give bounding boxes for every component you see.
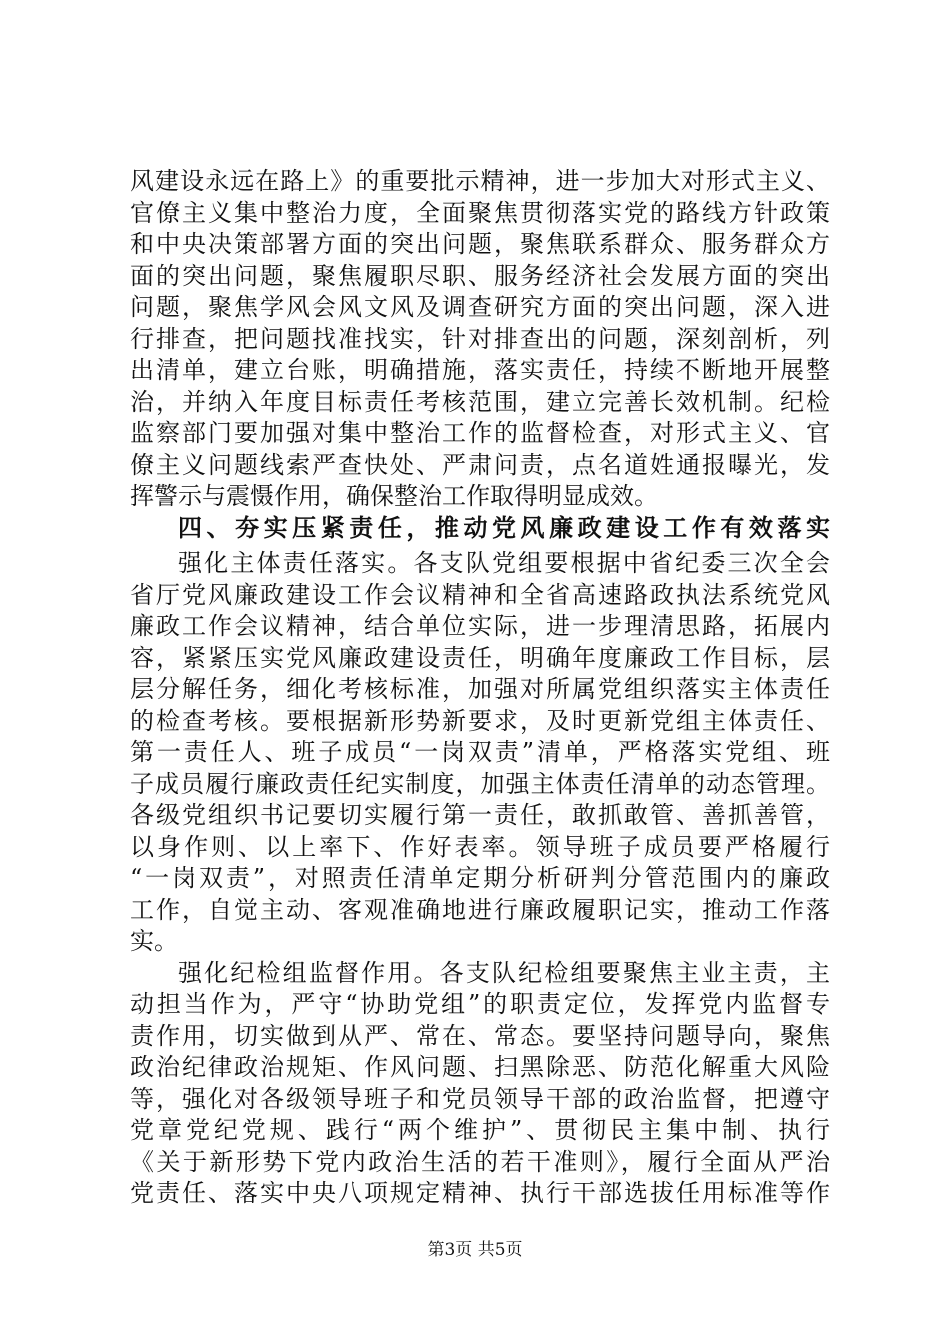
paragraph-line: 和中央决策部署方面的突出问题，聚焦联系群众、服务群众方 (130, 230, 830, 258)
paragraph-line: 监察部门要加强对集中整治工作的监督检查，对形式主义、官 (130, 419, 830, 447)
paragraph-line: 问题，聚焦学风会风文风及调查研究方面的突出问题，深入进 (130, 293, 830, 321)
paragraph-line: 实。 (130, 927, 178, 955)
paragraph-line: 各级党组织书记要切实履行第一责任，敢抓敢管、善抓善管， (130, 801, 830, 829)
paragraph-line: 工作，自觉主动、客观准确地进行廉政履职记实，推动工作落 (130, 895, 830, 924)
paragraph-line: 治，并纳入年度目标责任考核范围，建立完善长效机制。纪检 (130, 387, 830, 416)
paragraph-line: 政治纪律政治规矩、作风问题、扫黑除恶、防范化解重大风险 (130, 1053, 830, 1081)
paragraph-line: 强化纪检组监督作用。各支队纪检组要聚焦主业主责，主 (178, 958, 830, 987)
paragraph-line: 省厅党风廉政建设工作会议精神和全省高速路政执法系统党风 (130, 580, 830, 609)
paragraph-line: 动担当作为，严守“协助党组”的职责定位，发挥党内监督专 (130, 990, 830, 1018)
page-number-footer: 第3页 共5页 (427, 1239, 523, 1260)
paragraph-line: 强化主体责任落实。各支队党组要根据中省纪委三次全会 (178, 549, 830, 577)
paragraph-line: 党章党纪党规、践行“两个维护”、贯彻民主集中制、执行 (130, 1116, 830, 1144)
section-heading: 四、夯实压紧责任，推动党风廉政建设工作有效落实 (178, 513, 830, 542)
paragraph-line: 以身作则、以上率下、作好表率。领导班子成员要严格履行 (130, 832, 830, 861)
paragraph-line: 行排查，把问题找准找实，针对排查出的问题，深刻剖析，列 (130, 324, 830, 353)
paragraph-line: 僚主义问题线索严查快处、严肃问责，点名道姓通报曝光，发 (130, 450, 830, 479)
paragraph-line: 容，紧紧压实党风廉政建设责任，明确年度廉政工作目标，层 (130, 643, 830, 672)
paragraph-line: 挥警示与震慑作用，确保整治工作取得明显成效。 (130, 482, 658, 510)
paragraph-line: 官僚主义集中整治力度，全面聚焦贯彻落实党的路线方针政策 (130, 198, 830, 227)
paragraph-line: 廉政工作会议精神，结合单位实际，进一步理清思路，拓展内 (130, 612, 830, 640)
paragraph-line: 《关于新形势下党内政治生活的若干准则》，履行全面从严治 (130, 1147, 830, 1176)
paragraph-line: 层分解任务，细化考核标准，加强对所属党组织落实主体责任 (130, 675, 830, 703)
paragraph-line: 出清单，建立台账，明确措施，落实责任，持续不断地开展整 (130, 356, 830, 384)
paragraph-line: 子成员履行廉政责任纪实制度，加强主体责任清单的动态管理。 (130, 769, 830, 798)
paragraph-line: “一岗双责”，对照责任清单定期分析研判分管范围内的廉政 (130, 864, 830, 892)
paragraph-line: 风建设永远在路上》的重要批示精神，进一步加大对形式主义、 (130, 167, 830, 195)
paragraph-line: 面的突出问题，聚焦履职尽职、服务经济社会发展方面的突出 (130, 261, 830, 290)
paragraph-line: 的检查考核。要根据新形势新要求，及时更新党组主体责任、 (130, 706, 830, 735)
paragraph-line: 等，强化对各级领导班子和党员领导干部的政治监督，把遵守 (130, 1084, 830, 1113)
paragraph-line: 第一责任人、班子成员“一岗双责”清单，严格落实党组、班 (130, 738, 830, 766)
paragraph-line: 党责任、落实中央八项规定精神、执行干部选拔任用标准等作 (130, 1179, 830, 1207)
paragraph-line: 责作用，切实做到从严、常在、常态。要坚持问题导向，聚焦 (130, 1021, 830, 1050)
